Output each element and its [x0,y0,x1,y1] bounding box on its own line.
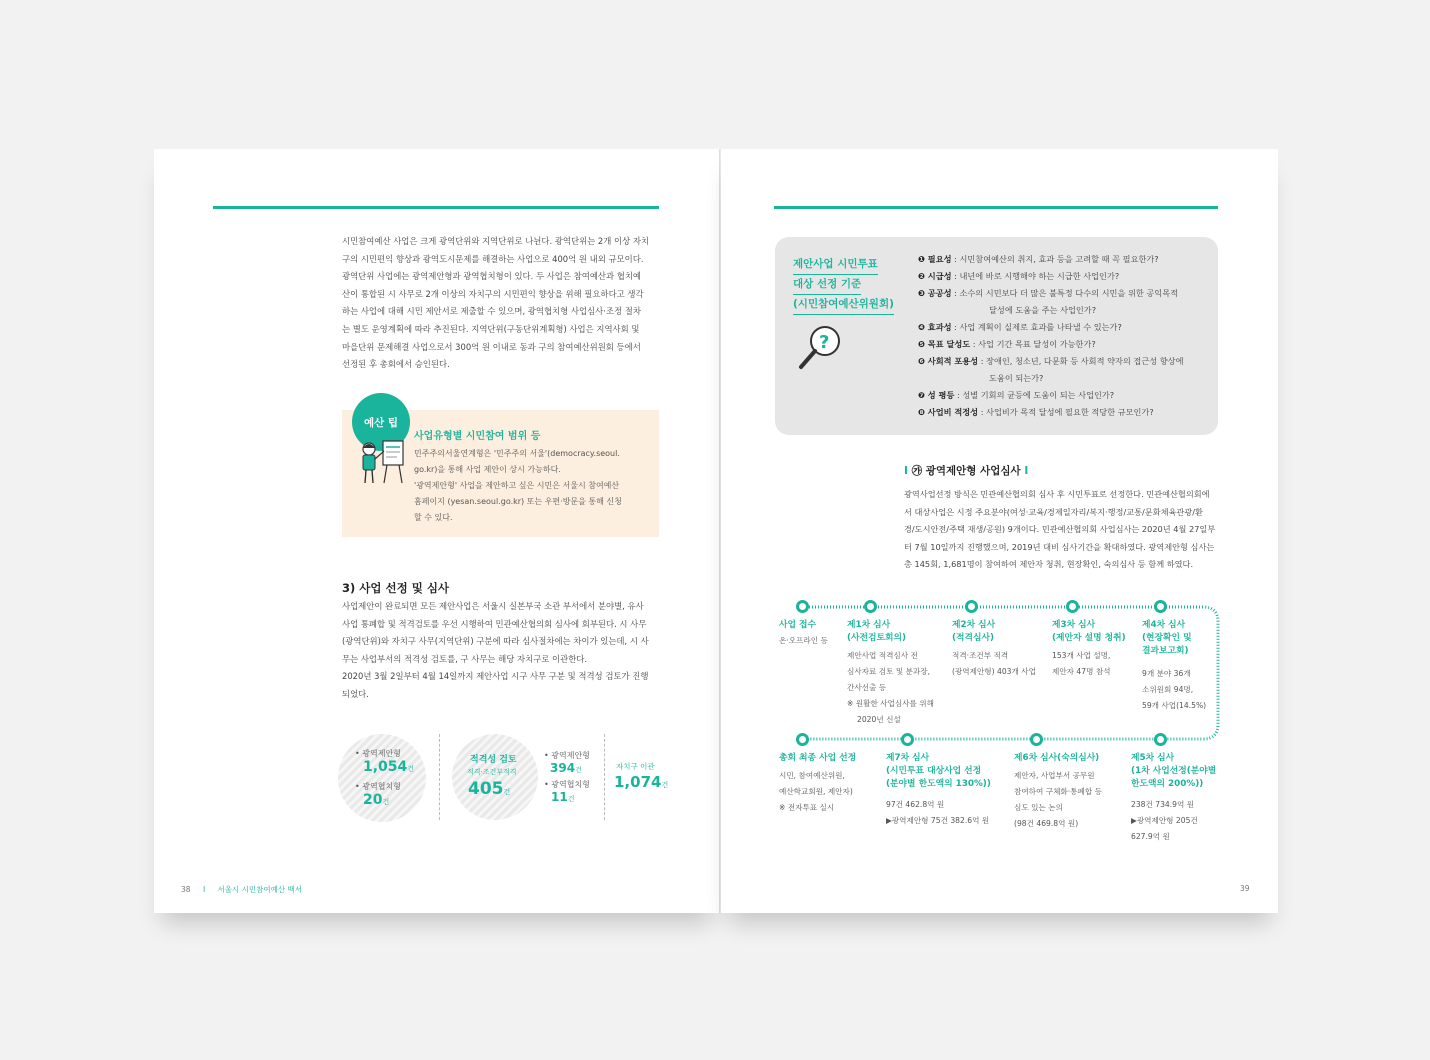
section-title: 3) 사업 선정 및 심사 [342,581,450,595]
step-node [864,600,877,613]
transfer-value: 1,074건 [614,773,669,791]
page-number: 38 [181,885,191,894]
divider [439,734,440,820]
step-6-desc: 제안자, 사업부서 공무원 참여하여 구체화·통폐합 등 심도 있는 논의 (98건 469.8억 원) [1014,771,1102,828]
page-number: 39 [1240,884,1250,893]
step-2-title: 제2차 심사 (적격심사) [952,620,996,643]
stat-label-1: • 광역제안형 [355,749,401,758]
criteria-title: 제안사업 시민투표 대상 선정 기준 (시민참여예산위원회) [793,255,894,315]
step-4-title: 제4차 심사 (현장확인 및 결과보고회) [1142,620,1192,656]
eligibility-title: 적격성 검토 [470,755,517,765]
footer [181,884,302,895]
stat-value-1: 1,054건 [363,759,415,775]
top-rule [213,206,659,209]
step-node [796,600,809,613]
step-node [1154,600,1167,613]
step-3-desc: 153개 사업 설명, 제안자 47명 참석 [1052,651,1111,676]
criterion-6: ❻ 사회적 포용성 : 장애인, 청소년, 다문화 등 사회적 약자의 접근성 향상에 [918,356,1184,366]
step-7-desc: 97건 462.8억 원 ▶광역제안형 75건 382.6억 원 [886,800,990,825]
step-receipt-desc: 온·오프라인 등 [779,636,828,645]
criterion-3-cont: 달성에 도움을 주는 사업인가? [989,305,1097,315]
section-paragraph: 광역사업선정 방식은 민관예산협의회 심사 후 시민투표로 선정한다. 민관예산협의회에 서 대상사업은 시정 주요분야(여성·교육/경제일자리/복지·행정/교통/문화체육관광/환 경/도시안전/주택 재생/공원) 9개이다. 민관예산협의회 사업심사는 2020년 4월 27일부 터 7월 10일까지 진행했으며, 2019년 대비 심사기간을 확대하였다. 광역제안형 심사는 총 145회, 1,681명이 참여하여 제안자 청취, 현장확인, 숙의심사 등 함께 하였다. [904,489,1216,570]
step-7-title: 제7차 심사 (시민투표 대상사업 선정 (분야별 한도액의 130%)) [886,753,991,789]
top-rule [774,206,1218,209]
eligible-value-1: 394건 [550,761,582,775]
criterion-7: ❼ 성 평등 : 성별 기회의 균등에 도움이 되는 사업인가? [918,390,1115,400]
footer-separator: I [202,885,206,894]
criterion-6-cont: 도움이 되는가? [989,373,1044,383]
presenter-illustration [357,439,407,487]
step-5-title: 제5차 심사 (1차 사업선정(분야별 한도액의 200%)) [1131,753,1217,789]
step-4-desc: 9개 분야 36개 소위원회 94명, 59개 사업(14.5%) [1142,669,1207,710]
section-title: I ㉮ 광역제안형 사업심사 I [904,465,1029,477]
criterion-1: ❶ 필요성 : 시민참여예산의 취지, 효과 등을 고려할 때 꼭 필요한가? [918,254,1159,264]
footer-title: 서울시 시민참여예산 백서 [217,885,303,894]
criterion-5: ❺ 목표 달성도 : 사업 기간 목표 달성이 가능한가? [918,339,1096,349]
transfer-label: 자치구 이관 [616,762,655,771]
criterion-8: ❽ 사업비 적정성 : 사업비가 목적 달성에 필요한 적당한 규모인가? [918,407,1154,417]
step-3-title: 제3차 심사 (제안자 설명 청취) [1052,620,1126,643]
step-final-title: 총회 최종 사업 선정 [779,753,857,763]
step-node [901,733,914,746]
intro-paragraph: 시민참여예산 사업은 크게 광역단위와 지역단위로 나뉜다. 광역단위는 2개 이상 자치 구의 시민편익 향상과 광역도시문제를 해결하는 사업으로 400억 원 내외 규모이다. 광역단위 사업에는 광역제안형과 광역협치형이 있다. 두 사업은 참여예산과 협치예 산이 통합된 시 사무로 2개 이상의 자치구의 시민편익 향상을 위해 필요하다고 생각 하는 사업에 대해 시민 제안서로 제출할 수 있으며, 광역협치형 사업심사·조정 절차 는 별도 운영계획에 따라 추진된다. 지역단위(구동단위계획형) 사업은 지역사회 및 마을단위 문제해결 사업으로서 300억 원 이내로 동과 구의 참여예산위원회 등에서 선정된 후 총회에서 승인된다. [342,236,650,370]
step-node [1154,733,1167,746]
section-paragraph: 사업제안이 완료되면 모든 제안사업은 서울시 실본부국 소관 부서에서 분야별, 유사 사업 통폐합 및 적격검토를 우선 시행하여 민관예산협의회 심사에 회부된다. 시 사무 (광역단위)와 자치구 사무(지역단위) 구분에 따라 심사절차에는 차이가 있는데, 시 사 무는 사업부서의 적격성 검토를, 구 사무는 해당 자치구로 이관한다. 2020년 3월 2일부터 4월 14일까지 제안사업 시구 사무 구분 및 적격성 검토가 진행 되었다. [342,601,649,699]
criterion-3: ❸ 공공성 : 소수의 시민보다 더 많은 불특정 다수의 시민을 위한 공익목적 [918,288,1179,298]
eligibility-sub: 적격·조건부적격 [467,768,517,776]
eligible-label-2: • 광역협치형 [544,780,590,789]
step-node [796,733,809,746]
stat-label-2: • 광역협치형 [355,782,401,791]
step-final-desc: 시민, 참여예산위원, 예산학교회원, 제안자) ※ 전자투표 실시 [779,771,853,812]
eligibility-circle [452,734,538,820]
step-node [1030,733,1043,746]
step-receipt-title: 사업 접수 [779,620,817,630]
eligible-value-2: 11건 [551,790,575,804]
tip-badge: 예산 팁 [352,393,410,451]
right-page [721,149,1278,913]
stat-value-2: 20건 [363,792,390,808]
criterion-2: ❷ 시급성 : 내년에 바로 시행해야 하는 시급한 사업인가? [918,271,1120,281]
divider-2 [604,734,605,820]
left-page [154,149,719,913]
svg-text:?: ? [819,332,830,353]
eligibility-value: 405건 [468,779,511,799]
step-5-desc: 238건 734.9억 원 ▶광역제안형 205건 627.9억 원 [1131,800,1198,841]
criterion-4: ❹ 효과성 : 사업 계획이 실제로 효과를 나타낼 수 있는가? [918,322,1122,332]
tip-text: 민주주의서울연계형은 '민주주의 서울'(democracy.seoul. go.kr)을 통해 사업 제안이 상시 가능하다. '광역제안형' 사업을 제안하고 싶은 시민은 서울시 참여예산 홈페이지 (yesan.seoul.go.kr) 또는 우편·방문을 통해 신청 할 수 있다. [414,449,622,522]
step-1-title: 제1차 심사 (사전검토회의) [847,620,907,643]
tip-title: 사업유형별 시민참여 범위 등 [414,431,541,442]
step-1-desc: 제안사업 적격심사 전 심사자료 검토 및 분과장, 간사선출 등 ※ 원활한 사업심사를 위해 2020년 신설 [847,651,934,724]
eligible-label-1: • 광역제안형 [544,751,590,760]
magnifier-question-icon [797,323,845,371]
step-node [1066,600,1079,613]
step-6-title: 제6차 심사(숙의심사) [1014,753,1100,763]
step-node [965,600,978,613]
step-2-desc: 적격·조건부 적격 (광역제안형) 403개 사업 [952,651,1036,676]
